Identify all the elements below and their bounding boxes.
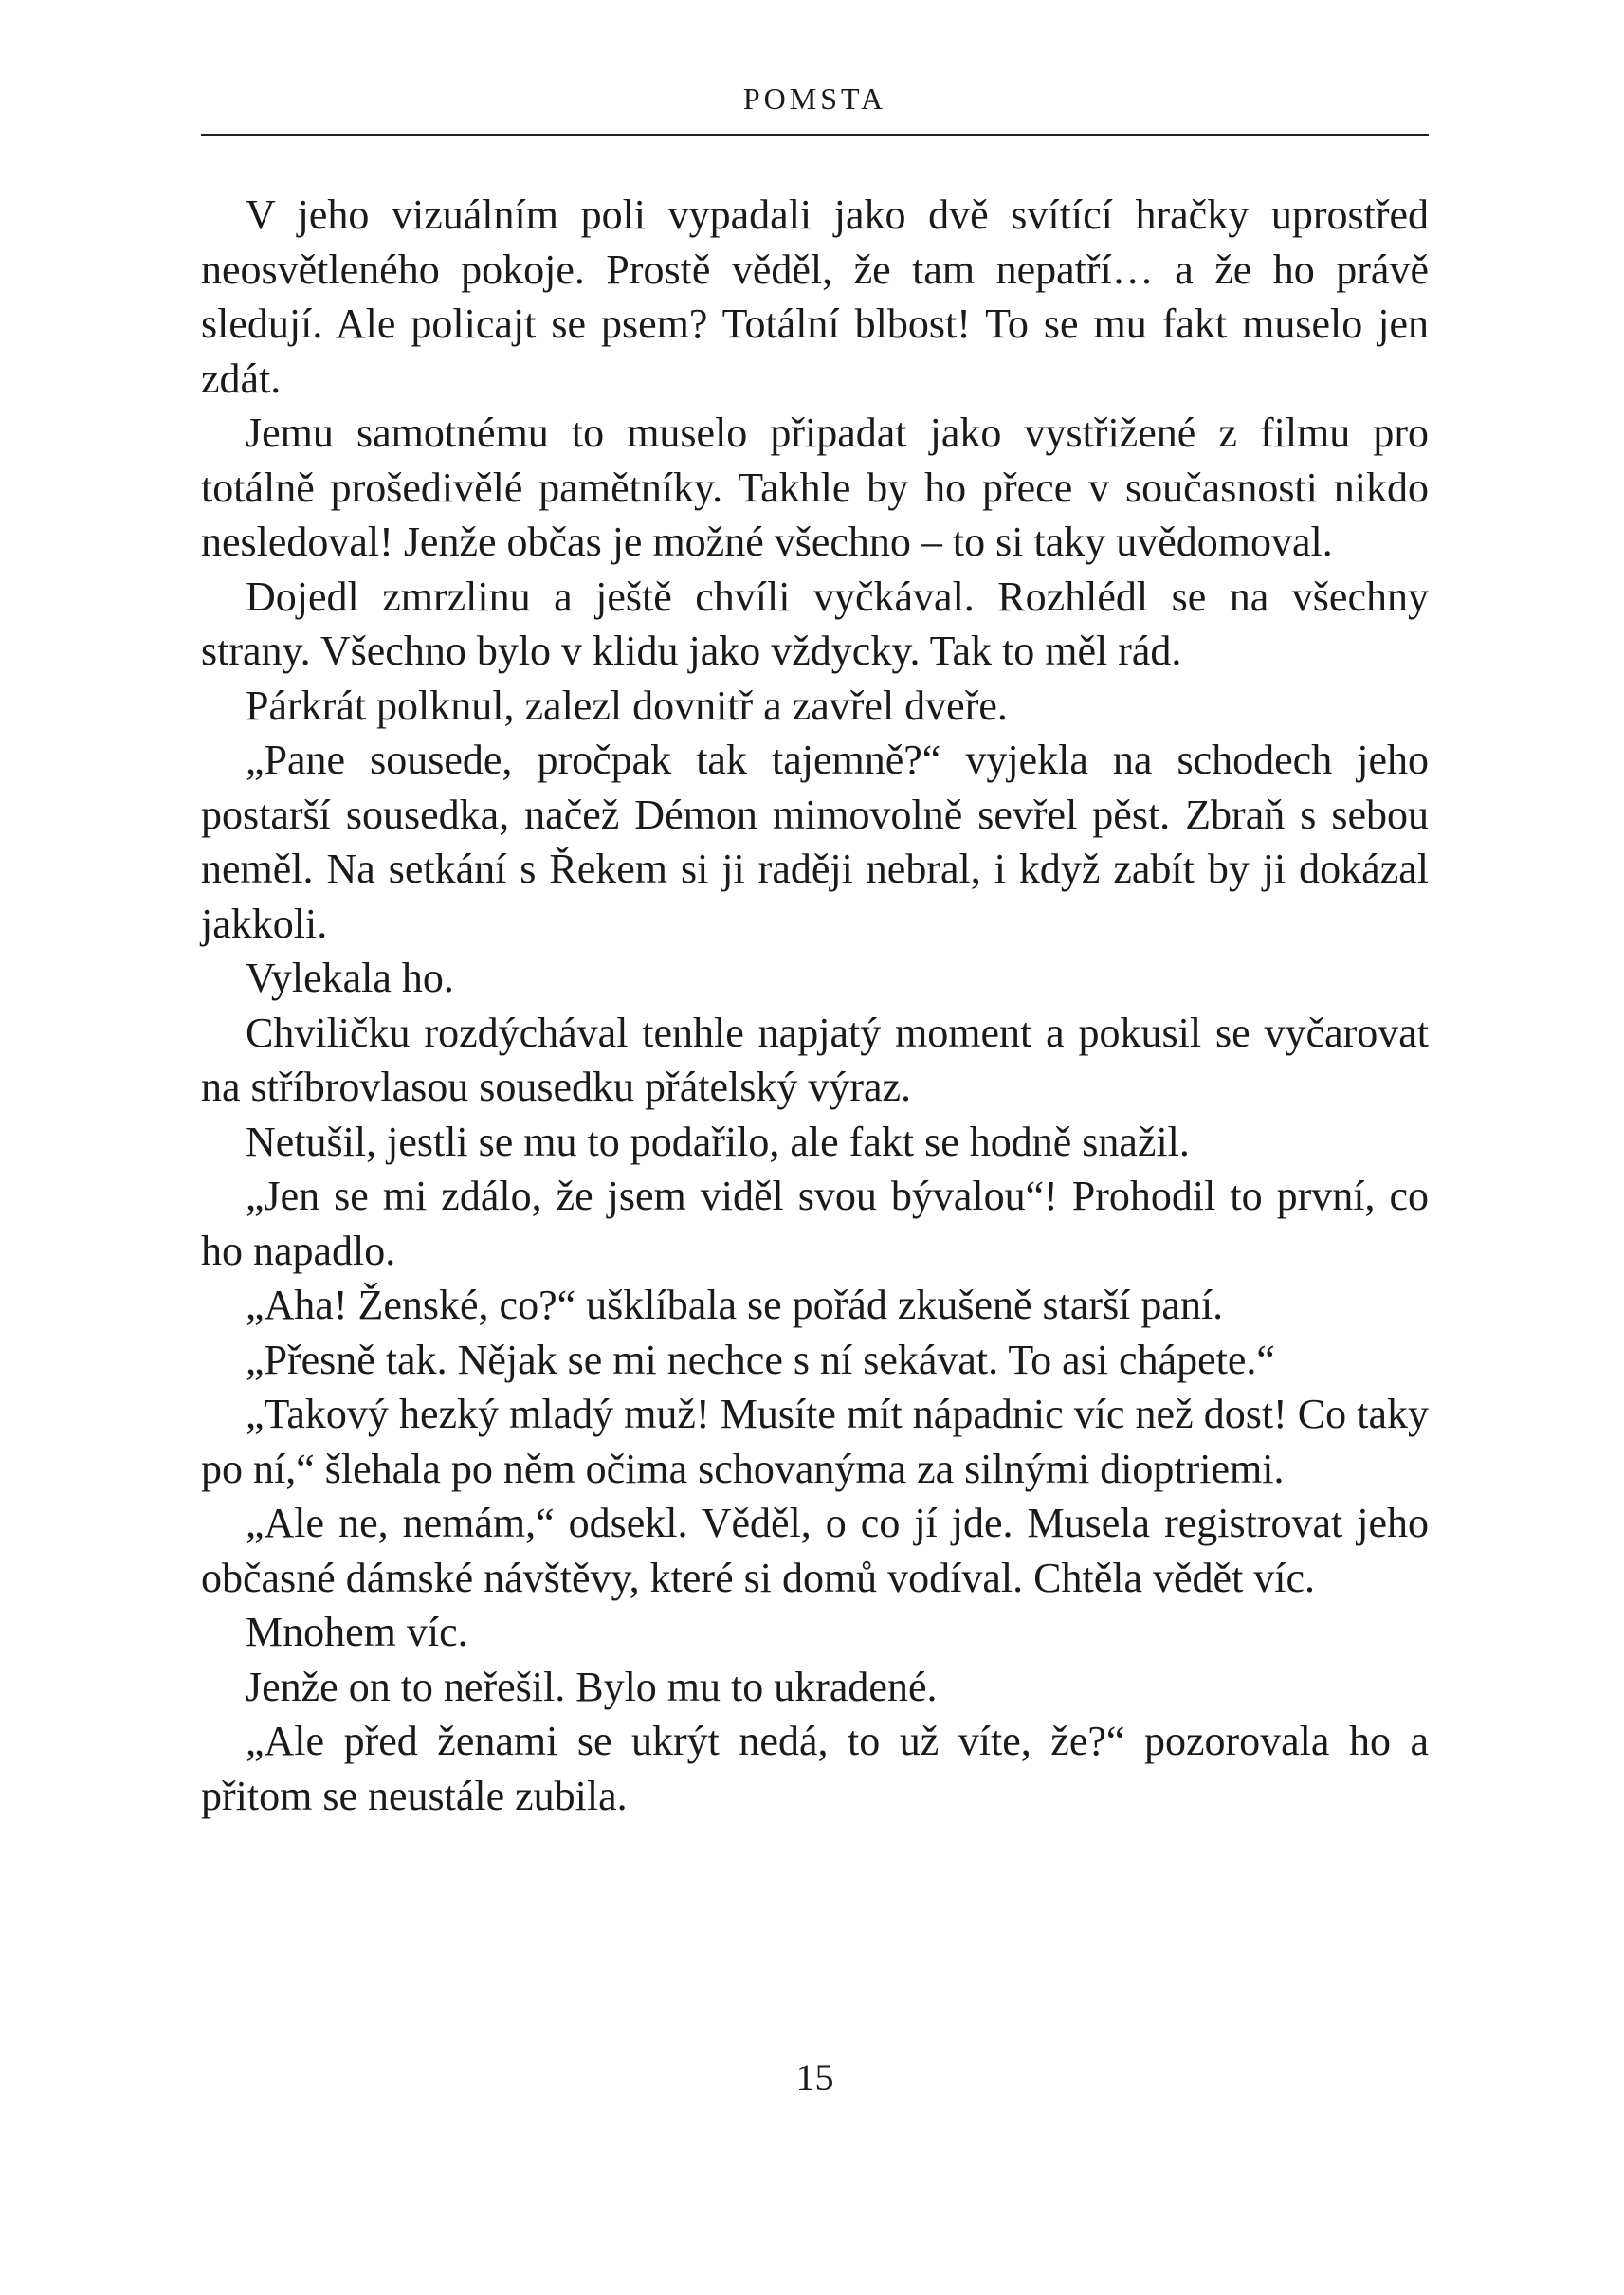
paragraph: „Ale ne, nemám,“ odsekl. Věděl, o co jí jde. Musela registrovat jeho občasné dámské návštěvy, které si domů vodíval. Chtěla vědět víc. bbox=[201, 1500, 1429, 1601]
paragraph: „Přesně tak. Nějak se mi nechce s ní sekávat. To asi chápete.“ bbox=[246, 1336, 1275, 1383]
paragraph: Netušil, jestli se mu to podařilo, ale fakt se hodně snažil. bbox=[246, 1118, 1190, 1165]
running-header: POMSTA bbox=[742, 82, 887, 116]
paragraph: Chviličku rozdýchával tenhle napjatý moment a pokusil se vyčarovat na stříbrovlasou sousedku přátelský výraz. bbox=[201, 1009, 1429, 1110]
paragraph: „Takový hezký mladý muž! Musíte mít nápadnic víc než dost! Co taky po ní,“ šlehala po něm očima schovanýma za silnými dioptriemi. bbox=[201, 1391, 1429, 1492]
paragraph: V jeho vizuálním poli vypadali jako dvě svítící hračky uprostřed neosvětleného pokoje. Prostě věděl, že tam nepatří… a že ho právě sledují. Ale policajt se psem? Totální blbost! To se mu fakt muselo jen zdát. bbox=[201, 191, 1429, 402]
paragraph: Jenže on to neřešil. Bylo mu to ukradené. bbox=[246, 1663, 938, 1710]
paragraph: „Pane sousede, pročpak tak tajemně?“ vyjekla na schodech jeho postarší sousedka, načež Démon mimovolně sevřel pěst. Zbraň s sebou neměl. Na setkání s Řekem si ji raději nebral, i když zabít by ji dokázal jakkoli. bbox=[201, 737, 1429, 947]
header-rule bbox=[201, 134, 1429, 136]
paragraph: „Jen se mi zdálo, že jsem viděl svou bývalou“! Prohodil to první, co ho napadlo. bbox=[201, 1173, 1429, 1274]
paragraph: Dojedl zmrzlinu a ještě chvíli vyčkával. Rozhlédl se na všechny strany. Všechno bylo v klidu jako vždycky. Tak to měl rád. bbox=[201, 573, 1429, 674]
body-text bbox=[201, 188, 1429, 1823]
paragraph: Vylekala ho. bbox=[246, 955, 454, 1001]
paragraph: „Aha! Ženské, co?“ ušklíbala se pořád zkušeně starší paní. bbox=[246, 1282, 1224, 1328]
page-number: 15 bbox=[795, 2056, 834, 2099]
paragraph: Párkrát polknul, zalezl dovnitř a zavřel dveře. bbox=[246, 682, 1008, 729]
paragraph: „Ale před ženami se ukrýt nedá, to už víte, že?“ pozorovala ho a přitom se neustále zubila. bbox=[201, 1718, 1429, 1819]
paragraph: Mnohem víc. bbox=[246, 1609, 468, 1655]
paragraph: Jemu samotnému to muselo připadat jako vystřižené z filmu pro totálně prošedivělé pamětníky. Takhle by ho přece v současnosti nikdo nesledoval! Jenže občas je možné všechno – to si taky uvědomoval. bbox=[201, 410, 1429, 565]
